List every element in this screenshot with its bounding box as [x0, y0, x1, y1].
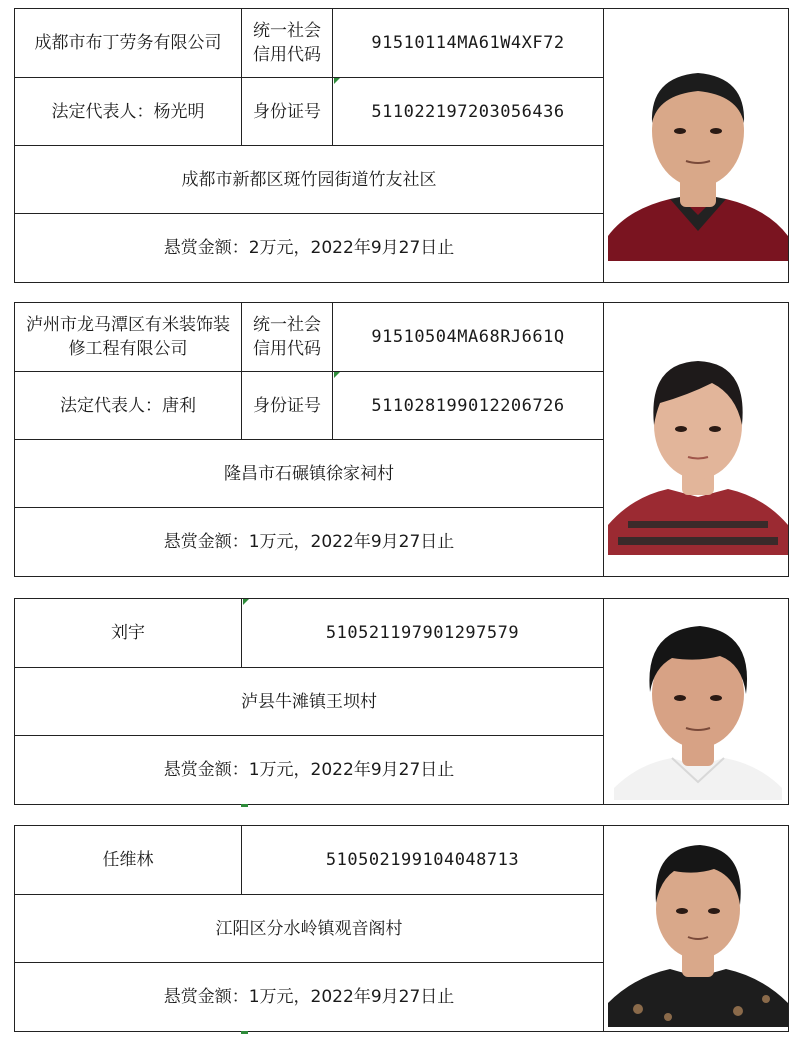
- credit-code-label: 统一社会信用代码: [242, 303, 333, 372]
- cell-marker: [334, 372, 340, 378]
- cell-marker: [241, 804, 248, 807]
- portrait-photo: [608, 31, 788, 261]
- company-name: 泸州市龙马潭区有米装饰装修工程有限公司: [15, 303, 242, 372]
- id-number-value: 510502199104048713: [242, 826, 604, 895]
- cell-marker: [243, 599, 249, 605]
- company-name: 成都市布丁劳务有限公司: [15, 9, 242, 78]
- photo-cell: [604, 9, 789, 283]
- card-table: [14, 8, 789, 283]
- address: 成都市新都区斑竹园街道竹友社区: [15, 146, 604, 214]
- legal-representative: 法定代表人：杨光明: [15, 78, 242, 146]
- card-table: [14, 598, 789, 805]
- wanted-card-1: [14, 8, 788, 282]
- shirt-pattern: [664, 1013, 672, 1021]
- wanted-card-4: [14, 825, 788, 1031]
- address: 泸县牛滩镇王坝村: [15, 668, 604, 736]
- id-number-label: 身份证号: [242, 372, 333, 440]
- reward-text: 悬赏金额：2万元，2022年9月27日止: [15, 214, 604, 283]
- credit-code-label: 统一社会信用代码: [242, 9, 333, 78]
- card-table: [14, 825, 789, 1032]
- person-name: 任维林: [15, 826, 242, 895]
- shirt-pattern: [733, 1006, 743, 1016]
- shirt-pattern: [762, 995, 770, 1003]
- reward-text: 悬赏金额：1万元，2022年9月27日止: [15, 963, 604, 1032]
- photo-cell: [604, 826, 789, 1032]
- portrait-photo: [608, 831, 788, 1027]
- id-number-value: 510521197901297579: [242, 599, 604, 668]
- wanted-card-2: [14, 302, 788, 576]
- id-number-label: 身份证号: [242, 78, 333, 146]
- shirt-pattern: [633, 1004, 643, 1014]
- cell-marker: [334, 78, 340, 84]
- cell-marker: [241, 1031, 248, 1034]
- photo-cell: [604, 599, 789, 805]
- id-number-value: 511022197203056436: [333, 78, 604, 146]
- portrait-photo: [608, 604, 788, 800]
- credit-code-value: 91510114MA61W4XF72: [333, 9, 604, 78]
- id-number-value: 511028199012206726: [333, 372, 604, 440]
- portrait-photo: [608, 325, 788, 555]
- card-table: [14, 302, 789, 577]
- photo-cell: [604, 303, 789, 577]
- reward-text: 悬赏金额：1万元，2022年9月27日止: [15, 736, 604, 805]
- credit-code-value: 91510504MA68RJ661Q: [333, 303, 604, 372]
- address: 江阳区分水岭镇观音阁村: [15, 895, 604, 963]
- person-name: 刘宇: [15, 599, 242, 668]
- legal-representative: 法定代表人：唐利: [15, 372, 242, 440]
- wanted-card-3: [14, 598, 788, 804]
- address: 隆昌市石碾镇徐家祠村: [15, 440, 604, 508]
- reward-text: 悬赏金额：1万元，2022年9月27日止: [15, 508, 604, 577]
